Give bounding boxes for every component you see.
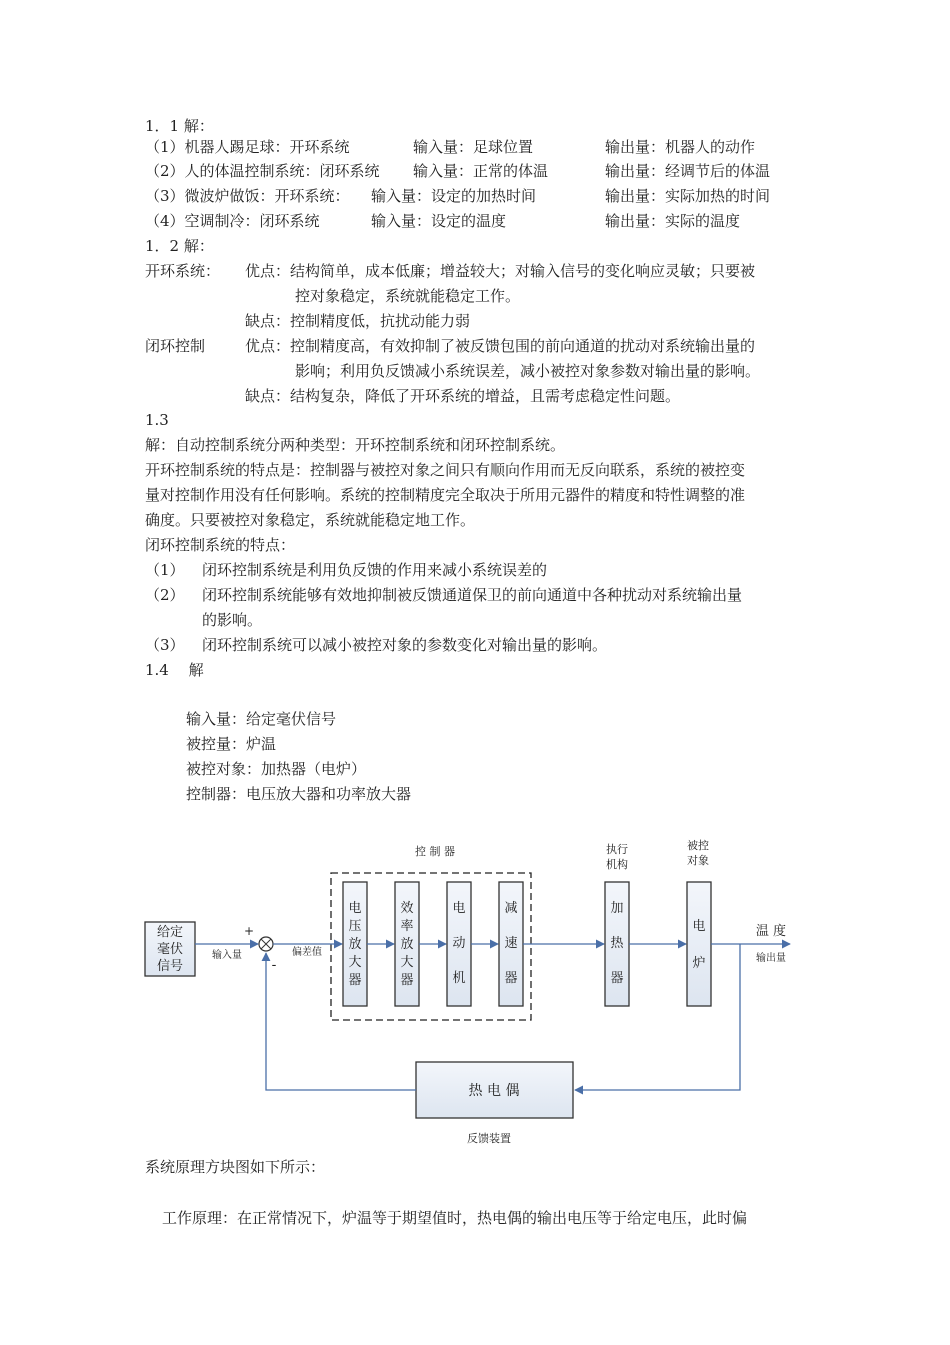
- open-loop-advantages: 优点：结构简单，成本低廉；增益较大；对输入信号的变化响应灵敏；只要被: [245, 262, 756, 280]
- feedback-line-in: [266, 953, 416, 1090]
- object-label-line1: 被控: [687, 839, 709, 852]
- q1-4-heading: 1.4 解: [145, 661, 204, 679]
- output-quantity-label: 输出量: [756, 953, 786, 964]
- closed-item-1-num: （1）: [145, 561, 185, 579]
- block1-char: 电: [348, 901, 362, 916]
- closed-loop-label: 闭环控制: [145, 337, 206, 355]
- block2-char: 放: [400, 937, 414, 952]
- block5-char: 热: [610, 936, 624, 951]
- block6-char: 炉: [692, 956, 706, 971]
- working-principle: 工作原理：在正常情况下，炉温等于期望值时，热电偶的输出电压等于给定电压，此时偏: [162, 1209, 748, 1227]
- open-loop-advantages-cont: 控对象稳定，系统就能稳定工作。: [295, 287, 521, 305]
- closed-loop-features-title: 闭环控制系统的特点：: [145, 536, 296, 554]
- open-loop-feature-2: 量对控制作用没有任何影响。系统的控制精度完全取决于所用元器件的精度和特性调整的准: [145, 486, 746, 504]
- open-loop-feature-3: 确度。只要被控对象稳定，系统就能稳定地工作。: [145, 511, 476, 529]
- error-label: 偏差值: [292, 947, 322, 958]
- plus-sign: +: [243, 924, 255, 938]
- thermocouple-text: 热 电 偶: [468, 1083, 520, 1099]
- q1-4-input: 输入量：给定毫伏信号: [186, 710, 337, 728]
- block1-char: 器: [348, 973, 362, 988]
- q1-1-row4-system: （4）空调制冷：闭环系统: [145, 212, 320, 230]
- q1-1-row4-output: 输出量：实际的温度: [605, 212, 741, 230]
- q1-1-row3-output: 输出量：实际加热的时间: [605, 187, 771, 205]
- block1-char: 大: [348, 955, 362, 970]
- q1-1-row1-input: 输入量：足球位置: [413, 138, 534, 156]
- closed-item-2-text: 闭环控制系统能够有效地抑制被反馈通道保卫的前向通道中各种扰动对系统输出量: [202, 586, 743, 604]
- input-block-text-2: 毫伏: [156, 942, 184, 957]
- input-block-text-3: 信号: [156, 959, 184, 974]
- block1-char: 压: [348, 919, 362, 934]
- block4-char: 速: [504, 936, 518, 951]
- closed-item-2-text-cont: 的影响。: [202, 611, 263, 629]
- block2-char: 效: [400, 901, 414, 916]
- q1-1-row1-output: 输出量：机器人的动作: [605, 138, 756, 156]
- q1-4-controlled-variable: 被控量：炉温: [186, 735, 277, 753]
- q1-4-controlled-object: 被控对象：加热器（电炉）: [186, 760, 367, 778]
- input-quantity-label: 输入量: [212, 950, 242, 961]
- q1-3-intro: 解：自动控制系统分两种类型：开环控制系统和闭环控制系统。: [145, 436, 566, 454]
- input-block-text-1: 给定: [156, 925, 184, 940]
- closed-item-1-text: 闭环控制系统是利用负反馈的作用来减小系统误差的: [202, 561, 548, 579]
- actuator-label-line1: 执行: [606, 843, 628, 856]
- minus-sign: -: [271, 957, 277, 973]
- q1-2-heading: 1．2 解：: [145, 237, 214, 255]
- block3-char: 电: [452, 901, 466, 916]
- object-label-line2: 对象: [687, 854, 709, 867]
- block4-char: 器: [504, 971, 518, 986]
- open-loop-label: 开环系统：: [145, 262, 221, 280]
- output-name: 温 度: [755, 924, 787, 939]
- closed-item-3-num: （3）: [145, 636, 185, 654]
- open-loop-feature-1: 开环控制系统的特点是：控制器与被控对象之间只有顺向作用而无反向联系，系统的被控变: [145, 461, 746, 479]
- feedback-line-out: [575, 944, 740, 1090]
- block1-char: 放: [348, 937, 362, 952]
- block3-char: 机: [452, 971, 466, 986]
- closed-loop-disadvantages: 缺点：结构复杂，降低了开环系统的增益，且需考虑稳定性问题。: [245, 387, 681, 405]
- open-loop-disadvantages: 缺点：控制精度低，抗扰动能力弱: [245, 312, 471, 330]
- actuator-label-line2: 机构: [606, 858, 628, 871]
- closed-loop-advantages: 优点：控制精度高，有效抑制了被反馈包围的前向通道的扰动对系统输出量的: [245, 337, 756, 355]
- feedback-device-label: 反馈装置: [467, 1132, 511, 1145]
- q1-1-row3-input: 输入量：设定的加热时间: [371, 187, 537, 205]
- block2-char: 器: [400, 973, 414, 988]
- block5-char: 器: [610, 971, 624, 986]
- closed-item-2-num: （2）: [145, 586, 185, 604]
- q1-1-row4-input: 输入量：设定的温度: [371, 212, 507, 230]
- q1-1-row3-system: （3）微波炉做饭：开环系统：: [145, 187, 350, 205]
- closed-item-3-text: 闭环控制系统可以减小被控对象的参数变化对输出量的影响。: [202, 636, 608, 654]
- furnace-block: [687, 882, 711, 1006]
- q1-1-row2-input: 输入量：正常的体温: [413, 162, 549, 180]
- block2-char: 大: [400, 955, 414, 970]
- block2-char: 率: [400, 919, 414, 934]
- q1-1-row2-system: （2）人的体温控制系统：闭环系统: [145, 162, 380, 180]
- q1-3-heading: 1.3: [145, 411, 169, 429]
- diagram-caption: 系统原理方块图如下所示：: [145, 1158, 326, 1176]
- q1-1-row1-system: （1）机器人踢足球：开环系统: [145, 138, 350, 156]
- q1-1-row2-output: 输出量：经调节后的体温: [605, 162, 771, 180]
- block4-char: 减: [504, 901, 518, 916]
- q1-4-controller: 控制器：电压放大器和功率放大器: [186, 785, 412, 803]
- block6-char: 电: [692, 919, 706, 934]
- controller-group-label: 控 制 器: [415, 845, 455, 858]
- block5-char: 加: [610, 901, 624, 916]
- block3-char: 动: [452, 936, 466, 951]
- closed-loop-advantages-cont: 影响；利用负反馈减小系统误差，减小被控对象参数对输出量的影响。: [295, 362, 761, 380]
- q1-1-heading: 1．1 解：: [145, 117, 214, 135]
